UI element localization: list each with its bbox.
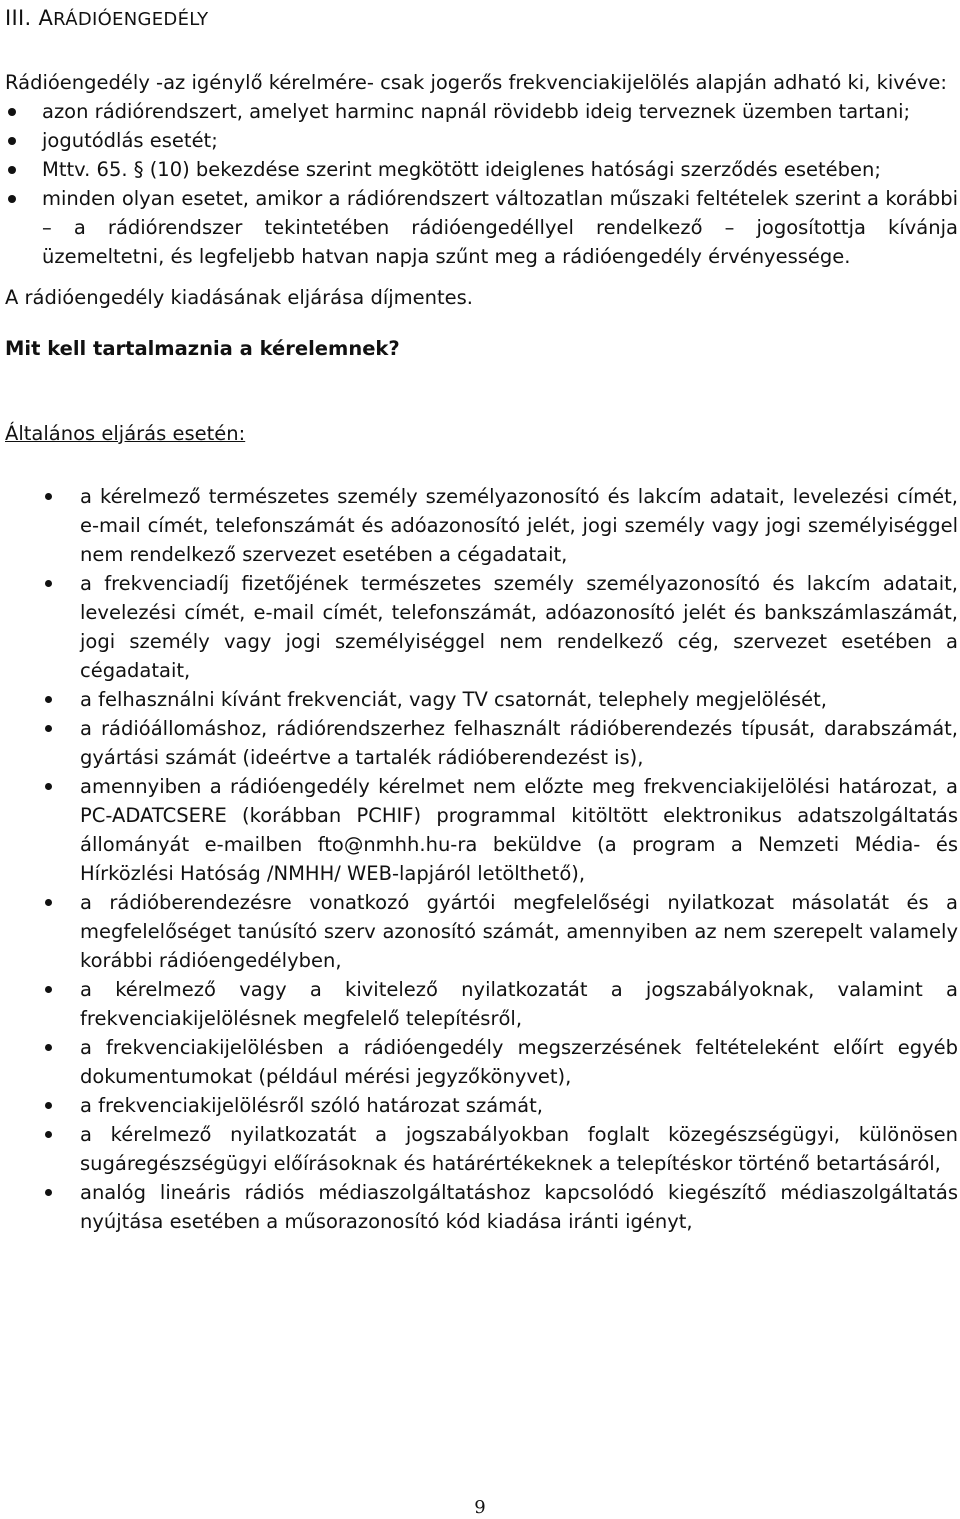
- requirement-item: a rádióállomáshoz, rádiórendszerhez felhasznált rádióberendezés típusát, darabszámát, gyártási számát (ideértve a tartalék rádióberendezést is),: [5, 714, 958, 772]
- section-title-rest: RÁDIÓENGEDÉLY: [53, 9, 209, 30]
- requirement-item: a kérelmező vagy a kivitelező nyilatkozatát a jogszabályoknak, valamint a frekvenciakijelölésnek megfelelő telepítésről,: [5, 975, 958, 1033]
- exception-item: minden olyan esetet, amikor a rádiórendszert változatlan műszaki feltételek szerint a korábbi – a rádiórendszer tekintetében rádióengedéllyel rendelkező – jogosítottja kívánja üzemeltetni, és legfeljebb hatvan napja szűnt meg a rádióengedély érvényessége.: [5, 184, 958, 271]
- requirement-item: analóg lineáris rádiós médiaszolgáltatáshoz kapcsolódó kiegészítő médiaszolgáltatás nyújtása esetében a műsorazonosító kód kiadása iránti igényt,: [5, 1178, 958, 1236]
- fee-note: A rádióengedély kiadásának eljárása díjmentes.: [5, 286, 474, 309]
- requirement-item: a kérelmező természetes személy személyazonosító és lakcím adatait, levelezési címét, e-mail címét, telefonszámát és adóazonosító jelét, jogi személy vagy jogi személyiséggel nem rendelkező szervezet esetében a cégadatait,: [5, 482, 958, 569]
- procedure-heading: Általános eljárás esetén:: [5, 422, 246, 445]
- requirement-item: a frekvenciakijelölésben a rádióengedély megszerzésének feltételeként előírt egyéb dokumentumokat (például mérési jegyzőkönyvet),: [5, 1033, 958, 1091]
- exception-item: jogutódlás esetét;: [5, 126, 958, 155]
- document-page: [5, 0, 958, 1236]
- intro-paragraph: Rádióengedély -az igénylő kérelmére- csak jogerős frekvenciakijelölés alapján adható ki, kivéve:: [5, 71, 947, 94]
- question-heading: Mit kell tartalmaznia a kérelemnek?: [5, 337, 400, 360]
- requirement-item: a felhasználni kívánt frekvenciát, vagy TV csatornát, telephely megjelölését,: [5, 685, 958, 714]
- requirements-list: [5, 482, 958, 1236]
- requirement-item: a kérelmező nyilatkozatát a jogszabályokban foglalt közegészségügyi, különösen sugáregészségügyi előírásoknak és határértékeknek a telepítéskor történő betartásáról,: [5, 1120, 958, 1178]
- page-number: 9: [474, 1497, 486, 1518]
- requirement-item: a frekvenciakijelölésről szóló határozat számát,: [5, 1091, 958, 1120]
- requirement-item: a rádióberendezésre vonatkozó gyártói megfelelőségi nyilatkozat másolatát és a megfelelőséget tanúsító szerv azonosító számát, amennyiben az nem szerepelt valamely korábbi rádióengedélyben,: [5, 888, 958, 975]
- section-title-initial: A: [38, 6, 54, 30]
- exceptions-list: [5, 97, 958, 271]
- section-heading: [5, 4, 958, 34]
- requirement-item: amennyiben a rádióengedély kérelmet nem előzte meg frekvenciakijelölési határozat, a PC-ADATCSERE (korábban PCHIF) programmal kitöltött elektronikus adatszolgáltatás állományát e-mailben fto@nmhh.hu-ra beküldve (a program a Nemzeti Média- és Hírközlési Hatóság /NMHH/ WEB-lapjáról letölthető),: [5, 772, 958, 888]
- exception-item: Mttv. 65. § (10) bekezdése szerint megkötött ideiglenes hatósági szerződés esetében;: [5, 155, 958, 184]
- exception-item: azon rádiórendszert, amelyet harminc napnál rövidebb ideig terveznek üzemben tartani;: [5, 97, 958, 126]
- requirement-item: a frekvenciadíj fizetőjének természetes személy személyazonosító és lakcím adatait, levelezési címét, e-mail címét, telefonszámát, adóazonosító jelét és bankszámlaszámát, jogi személy vagy jogi személyiséggel nem rendelkező cég, szervezet esetében a cégadatait,: [5, 569, 958, 685]
- section-number: III.: [5, 6, 32, 30]
